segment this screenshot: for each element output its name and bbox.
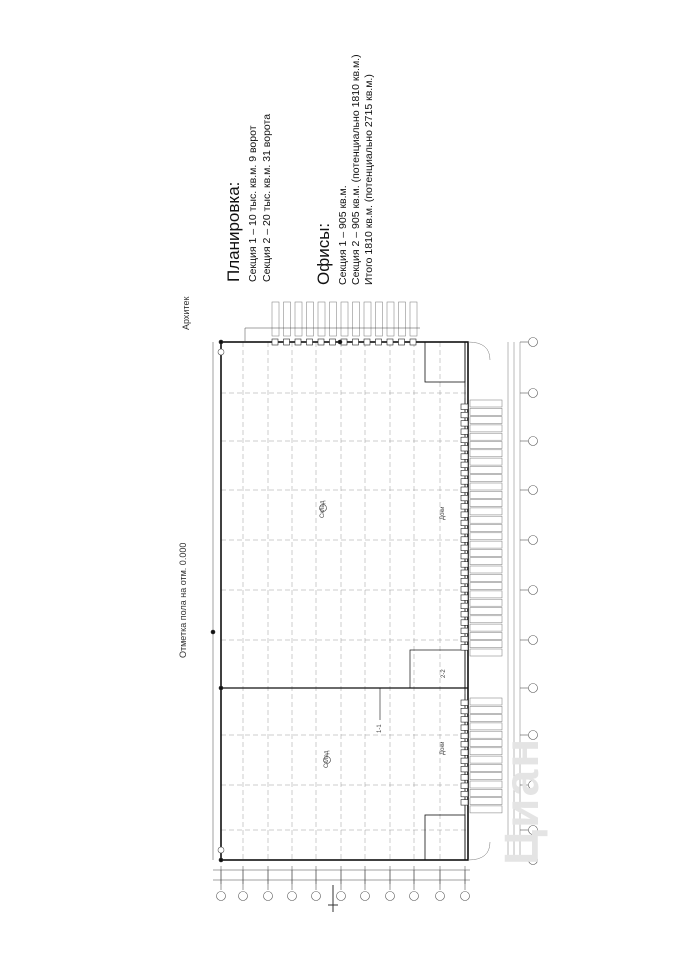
axis-bubble — [461, 892, 470, 901]
dock-door — [461, 783, 468, 789]
parking-stall — [470, 525, 502, 532]
parking-stall — [470, 475, 502, 482]
parking-stall — [470, 417, 502, 424]
parking-stall — [470, 483, 502, 490]
dock-door — [307, 339, 313, 345]
dock-door — [461, 470, 468, 476]
dock-door — [461, 725, 468, 731]
dock-door — [461, 758, 468, 764]
truck-trailer — [307, 302, 314, 336]
dock-door — [461, 700, 468, 706]
dock-door — [461, 553, 468, 559]
dock-door — [461, 412, 468, 418]
parking-stall — [470, 715, 502, 722]
road-curve — [468, 342, 490, 360]
dock-door — [387, 339, 393, 345]
truck-trailer — [410, 302, 417, 336]
axis-bubble — [264, 892, 273, 901]
stamp-label: Архитек — [181, 296, 191, 330]
grid-axis-bubbles — [217, 338, 538, 901]
truck-trailer — [341, 302, 348, 336]
parking-stall — [470, 516, 502, 523]
parking-stall — [470, 624, 502, 631]
parking-stall — [470, 491, 502, 498]
dock-door — [461, 512, 468, 518]
dock-door — [461, 504, 468, 510]
dock-door — [461, 717, 468, 723]
dock-door — [461, 587, 468, 593]
zone-label-1: Склад — [320, 500, 326, 518]
truck-trailer — [318, 302, 325, 336]
building-outline — [221, 342, 468, 860]
dock-door — [364, 339, 370, 345]
dock-door — [461, 645, 468, 651]
dock-door — [461, 446, 468, 452]
dock-door — [353, 339, 359, 345]
column-marker — [211, 630, 215, 634]
dock-door — [318, 339, 324, 345]
dock-door — [284, 339, 290, 345]
parking-stall — [470, 649, 502, 656]
dock-door — [461, 766, 468, 772]
dock-door — [461, 612, 468, 618]
dock-door — [461, 595, 468, 601]
truck-trailer — [387, 302, 394, 336]
dock-door — [461, 454, 468, 460]
column-marker — [219, 340, 223, 344]
parking-stall — [470, 425, 502, 432]
parking-stall — [470, 549, 502, 556]
axis-bubble-small — [218, 847, 224, 853]
column-marker — [219, 858, 223, 862]
parking-stall — [470, 641, 502, 648]
parking-stall — [470, 450, 502, 457]
parking-stall — [470, 466, 502, 473]
dock-door — [461, 750, 468, 756]
parking-stall — [470, 566, 502, 573]
dock-door — [461, 545, 468, 551]
dock-door — [461, 421, 468, 427]
truck-trailer — [295, 302, 302, 336]
dimension-lines — [213, 328, 470, 884]
axis-bubble — [529, 586, 538, 595]
parking-stall — [470, 706, 502, 713]
truck-trailer — [330, 302, 337, 336]
axis-bubble-small — [218, 349, 224, 355]
parking-stall — [470, 608, 502, 615]
parking-stall — [470, 583, 502, 590]
dock-door — [461, 733, 468, 739]
dock-door — [461, 404, 468, 410]
axis-bubble — [529, 437, 538, 446]
structural-grid — [221, 342, 468, 860]
dock-door — [461, 775, 468, 781]
axis-bubble — [529, 536, 538, 545]
dock-door — [461, 708, 468, 714]
axis-bubble — [288, 892, 297, 901]
dock-door — [461, 628, 468, 634]
parking-stall — [470, 632, 502, 639]
axis-bubble — [217, 892, 226, 901]
watermark: Циан — [496, 736, 549, 865]
dock-door — [376, 339, 382, 345]
dock-door — [272, 339, 278, 345]
offices-line-2: Секция 2 – 905 кв.м. (потенциально 1810 кв.м.) — [350, 54, 362, 285]
axis-bubble — [436, 892, 445, 901]
truck-trailer — [272, 302, 279, 336]
service-room — [410, 650, 465, 688]
dock-door — [461, 437, 468, 443]
column-marker — [338, 340, 342, 344]
axis-bubble — [386, 892, 395, 901]
layout-heading: Планировка: — [224, 181, 243, 282]
parking-stall — [470, 500, 502, 507]
offices-line-3: Итого 1810 кв.м. (потенциально 2715 кв.м.) — [363, 74, 375, 285]
office-block-bottom — [425, 815, 465, 860]
dock-door — [461, 487, 468, 493]
office-block-top — [425, 342, 465, 382]
dock-label-1: Доки — [440, 506, 446, 520]
axis-bubble — [529, 636, 538, 645]
dock-label-2: Доки — [440, 741, 446, 755]
axis-bubble — [529, 684, 538, 693]
dock-door — [461, 429, 468, 435]
elevation-note: Отметка пола на отм. 0.000 — [178, 542, 188, 658]
parking-stall — [470, 541, 502, 548]
axis-bubble — [529, 389, 538, 398]
dock-door — [461, 742, 468, 748]
axis-bubble — [410, 892, 419, 901]
drawing-details — [211, 340, 342, 912]
offices-line-1: Секция 1 – 905 кв.м. — [337, 185, 349, 285]
parking-stall — [470, 599, 502, 606]
section-mark-2: 2-2 — [441, 669, 447, 678]
dock-door — [461, 603, 468, 609]
section-mark-1: 1-1 — [377, 724, 383, 733]
column-marker — [219, 686, 223, 690]
outer-wall — [221, 342, 468, 860]
parking-stall — [470, 458, 502, 465]
dock-door — [295, 339, 301, 345]
axis-bubble — [239, 892, 248, 901]
dock-door — [461, 529, 468, 535]
dock-door — [461, 537, 468, 543]
dock-door — [330, 339, 336, 345]
dock-door — [461, 636, 468, 642]
parking-stall — [470, 408, 502, 415]
dock-door — [461, 800, 468, 806]
parking-stall — [470, 533, 502, 540]
dock-door — [461, 570, 468, 576]
axis-bubble — [361, 892, 370, 901]
layout-line-1: Секция 1 – 10 тыс. кв.м. 9 ворот — [247, 125, 259, 282]
truck-trailer — [364, 302, 371, 336]
parking-stall — [470, 698, 502, 705]
dock-door — [461, 620, 468, 626]
dock-door — [461, 562, 468, 568]
truck-trailer — [376, 302, 383, 336]
parking-stall — [470, 558, 502, 565]
zone-label-2: Склад — [324, 750, 330, 768]
dock-door — [461, 462, 468, 468]
layout-line-2: Секция 2 – 20 тыс. кв.м. 31 ворота — [261, 113, 273, 282]
truck-trailer — [284, 302, 291, 336]
axis-bubble — [312, 892, 321, 901]
parking-stall — [470, 591, 502, 598]
dock-door — [461, 578, 468, 584]
axis-bubble — [529, 338, 538, 347]
dock-door — [410, 339, 416, 345]
dock-door — [399, 339, 405, 345]
truck-parking — [272, 302, 520, 860]
dock-door — [461, 520, 468, 526]
dock-door — [461, 479, 468, 485]
axis-bubble — [337, 892, 346, 901]
dock-door — [461, 495, 468, 501]
offices-heading: Офисы: — [314, 222, 333, 285]
parking-stall — [470, 574, 502, 581]
dock-door — [461, 791, 468, 797]
parking-stall — [470, 508, 502, 515]
parking-stall — [470, 400, 502, 407]
parking-stall — [470, 723, 502, 730]
axis-bubble — [529, 486, 538, 495]
road-curve — [468, 842, 490, 860]
parking-stall — [470, 433, 502, 440]
truck-trailer — [399, 302, 406, 336]
truck-trailer — [353, 302, 360, 336]
parking-stall — [470, 442, 502, 449]
parking-stall — [470, 616, 502, 623]
